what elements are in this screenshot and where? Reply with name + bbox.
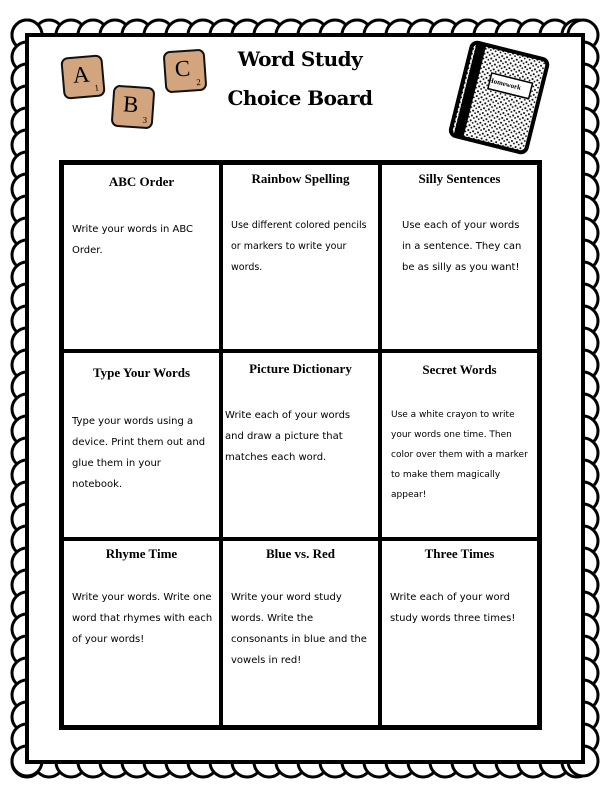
page-title-line2: Choice Board: [227, 86, 373, 110]
choice-text: Write your words. Write one word that rhymes with each of your words!: [72, 592, 213, 645]
choice-text: Write each of your words and draw a picture that matches each word.: [225, 410, 351, 463]
choice-title: Picture Dictionary: [249, 361, 352, 376]
choice-title: Secret Words: [422, 362, 497, 377]
tile-letter: B: [122, 91, 140, 118]
choice-cell-blue-vs-red: [221, 539, 380, 727]
tile-b: [111, 85, 156, 130]
choice-cell-type-your-words: [62, 351, 221, 539]
choice-text: Use a white crayon to write your words one time. Then color over them with a marker to make them magically appear!: [391, 410, 528, 500]
tile-number: 1: [94, 82, 100, 94]
choice-title: Blue vs. Red: [266, 546, 335, 561]
choice-title: Three Times: [424, 546, 495, 561]
tile-number: 3: [142, 114, 148, 126]
choice-cell-secret-words: [380, 351, 539, 539]
notebook-icon: [446, 36, 556, 160]
choice-cell-three-times: [380, 539, 539, 727]
choice-cell-rainbow-spelling: [221, 163, 380, 351]
choice-board-grid: [59, 160, 542, 730]
choice-title: ABC Order: [108, 174, 175, 189]
choice-text: Use different colored pencils or markers to write your words.: [231, 220, 367, 273]
notebook-label: Homework: [487, 76, 522, 92]
choice-title: Type Your Words: [92, 365, 191, 380]
choice-text: Write your words in ABC Order.: [72, 224, 194, 256]
choice-cell-abc-order: [62, 163, 221, 351]
choice-title: Rainbow Spelling: [251, 171, 350, 186]
choice-text: Use each of your words in a sentence. They can be as silly as you want!: [402, 220, 522, 273]
choice-title: Silly Sentences: [418, 171, 501, 186]
choice-text: Write each of your word study words three times!: [390, 592, 516, 624]
choice-title: Rhyme Time: [105, 546, 178, 561]
choice-cell-rhyme-time: [62, 539, 221, 727]
choice-text: Write your word study words. Write the consonants in blue and the vowels in red!: [231, 592, 367, 666]
tile-letter: A: [71, 61, 91, 88]
tile-a: [60, 54, 106, 100]
page-title-line1: Word Study: [237, 47, 363, 71]
choice-cell-silly-sentences: [380, 163, 539, 351]
tile-letter: C: [173, 55, 192, 82]
tile-number: 2: [195, 76, 202, 88]
choice-text: Type your words using a device. Print them out and glue them in your notebook.: [72, 416, 206, 490]
choice-cell-picture-dictionary: [221, 351, 380, 539]
